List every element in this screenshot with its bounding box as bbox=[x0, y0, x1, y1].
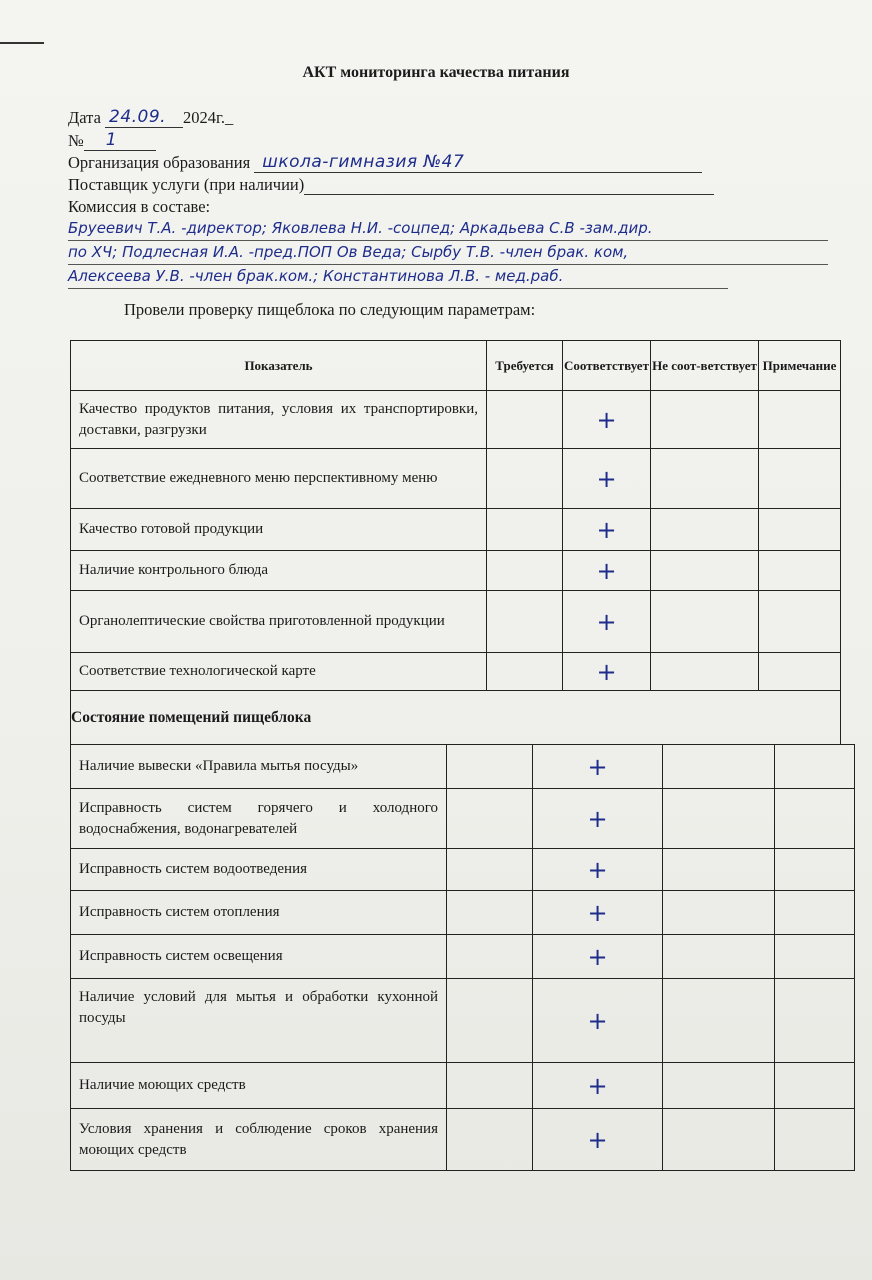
header-not-complies: Не соот-ветствует bbox=[651, 341, 759, 391]
row-label: Наличие вывески «Правила мытья посуды» bbox=[79, 758, 359, 774]
complies-mark: + bbox=[563, 509, 651, 551]
complies-mark: + bbox=[533, 935, 663, 979]
header-complies: Соответствует bbox=[563, 341, 651, 391]
complies-mark: + bbox=[533, 1109, 663, 1171]
required-cell bbox=[487, 551, 563, 591]
note-cell bbox=[775, 789, 855, 849]
organization-label: Организация образования bbox=[68, 153, 251, 172]
required-cell bbox=[447, 1109, 533, 1171]
required-cell bbox=[447, 891, 533, 935]
required-cell bbox=[447, 745, 533, 789]
not-complies-cell bbox=[663, 1063, 775, 1109]
note-cell bbox=[775, 1109, 855, 1171]
row-label: Соответствие технологической карте bbox=[79, 663, 316, 679]
complies-mark: + bbox=[533, 745, 663, 789]
note-cell bbox=[759, 591, 841, 653]
commission-line-1: Бруеевич Т.А. -директор; Яковлева Н.И. -соцпед; Аркадьева С.В -зам.дир. bbox=[68, 216, 828, 241]
number-value: 1 bbox=[105, 130, 118, 150]
required-cell bbox=[487, 449, 563, 509]
required-cell bbox=[447, 1063, 533, 1109]
note-cell bbox=[759, 449, 841, 509]
note-cell bbox=[759, 551, 841, 591]
note-cell bbox=[775, 891, 855, 935]
table-row bbox=[71, 1063, 855, 1109]
table-row bbox=[71, 449, 841, 509]
not-complies-cell bbox=[651, 509, 759, 551]
note-cell bbox=[775, 745, 855, 789]
organization-value: школа-гимназия №47 bbox=[262, 152, 465, 172]
date-value: 24.09. bbox=[109, 107, 167, 127]
table-row bbox=[71, 745, 855, 789]
number-field bbox=[84, 130, 156, 151]
provider-label: Поставщик услуги (при наличии) bbox=[68, 175, 305, 194]
date-suffix: 2024г._ bbox=[183, 108, 234, 127]
not-complies-cell bbox=[651, 653, 759, 691]
header-note: Примечание bbox=[759, 341, 841, 391]
not-complies-cell bbox=[651, 449, 759, 509]
corner-mark bbox=[0, 42, 44, 44]
date-label: Дата bbox=[68, 108, 101, 127]
row-label: Условия хранения и соблюдение сроков хранения моющих средств bbox=[79, 1120, 438, 1158]
section-row bbox=[71, 691, 841, 745]
not-complies-cell bbox=[651, 551, 759, 591]
complies-mark: + bbox=[533, 789, 663, 849]
indicators-table-bottom bbox=[70, 744, 855, 1171]
complies-mark: + bbox=[563, 391, 651, 449]
header-indicator: Показатель bbox=[71, 341, 487, 391]
row-label: Наличие контрольного блюда bbox=[79, 562, 269, 578]
row-label: Исправность систем отопления bbox=[79, 904, 280, 920]
row-label: Соответствие ежедневного меню перспективному меню bbox=[79, 470, 438, 486]
required-cell bbox=[487, 653, 563, 691]
note-cell bbox=[775, 849, 855, 891]
provider-line bbox=[68, 175, 714, 195]
row-label: Исправность систем водоотведения bbox=[79, 861, 307, 877]
provider-field bbox=[304, 177, 714, 195]
table-row bbox=[71, 551, 841, 591]
date-field bbox=[105, 107, 183, 128]
table-row bbox=[71, 849, 855, 891]
date-line bbox=[68, 108, 233, 128]
row-label: Качество продуктов питания, условия их транспортировки, доставки, разгрузки bbox=[79, 400, 478, 438]
not-complies-cell bbox=[663, 935, 775, 979]
not-complies-cell bbox=[651, 391, 759, 449]
required-cell bbox=[447, 979, 533, 1063]
indicators-table-top bbox=[70, 340, 841, 745]
complies-mark: + bbox=[563, 551, 651, 591]
complies-mark: + bbox=[563, 653, 651, 691]
required-cell bbox=[447, 849, 533, 891]
complies-mark: + bbox=[533, 891, 663, 935]
not-complies-cell bbox=[663, 789, 775, 849]
section-title: Состояние помещений пищеблока bbox=[71, 691, 841, 745]
table-row bbox=[71, 391, 841, 449]
note-cell bbox=[775, 1063, 855, 1109]
table-row bbox=[71, 591, 841, 653]
required-cell bbox=[447, 789, 533, 849]
required-cell bbox=[447, 935, 533, 979]
table-row bbox=[71, 979, 855, 1063]
commission-line-2: по ХЧ; Подлесная И.А. -пред.ПОП Ов Веда; Сырбу Т.В. -член брак. ком, bbox=[68, 240, 828, 265]
row-label: Наличие моющих средств bbox=[79, 1077, 246, 1093]
table-row bbox=[71, 891, 855, 935]
number-line bbox=[68, 131, 156, 151]
header-required: Требуется bbox=[487, 341, 563, 391]
complies-mark: + bbox=[563, 591, 651, 653]
complies-mark: + bbox=[533, 849, 663, 891]
not-complies-cell bbox=[663, 745, 775, 789]
table-row bbox=[71, 935, 855, 979]
note-cell bbox=[775, 979, 855, 1063]
required-cell bbox=[487, 591, 563, 653]
table-row bbox=[71, 1109, 855, 1171]
table-header-row bbox=[71, 341, 841, 391]
required-cell bbox=[487, 391, 563, 449]
row-label: Органолептические свойства приготовленной продукции bbox=[79, 613, 445, 629]
commission-line-3: Алексеева У.В. -член брак.ком.; Константинова Л.В. - мед.раб. bbox=[68, 264, 728, 289]
not-complies-cell bbox=[663, 891, 775, 935]
row-label: Исправность систем горячего и холодного водоснабжения, водонагревателей bbox=[79, 799, 438, 837]
complies-mark: + bbox=[533, 1063, 663, 1109]
table-row bbox=[71, 509, 841, 551]
not-complies-cell bbox=[663, 849, 775, 891]
not-complies-cell bbox=[651, 591, 759, 653]
row-label: Качество готовой продукции bbox=[79, 521, 264, 537]
note-cell bbox=[759, 509, 841, 551]
commission-label: Комиссия в составе: bbox=[68, 197, 211, 216]
complies-mark: + bbox=[563, 449, 651, 509]
note-cell bbox=[759, 391, 841, 449]
not-complies-cell bbox=[663, 1109, 775, 1171]
organization-field bbox=[254, 152, 702, 173]
not-complies-cell bbox=[663, 979, 775, 1063]
row-label: Исправность систем освещения bbox=[79, 948, 283, 964]
complies-mark: + bbox=[533, 979, 663, 1063]
number-label: № bbox=[68, 131, 84, 150]
required-cell bbox=[487, 509, 563, 551]
intro-text: Провели проверку пищеблока по следующим параметрам: bbox=[124, 300, 536, 319]
note-cell bbox=[759, 653, 841, 691]
note-cell bbox=[775, 935, 855, 979]
table-row bbox=[71, 653, 841, 691]
table-row bbox=[71, 789, 855, 849]
row-label: Наличие условий для мытья и обработки кухонной посуды bbox=[79, 989, 438, 1026]
document-title: АКТ мониторинга качества питания bbox=[302, 64, 570, 81]
organization-line bbox=[68, 153, 702, 173]
